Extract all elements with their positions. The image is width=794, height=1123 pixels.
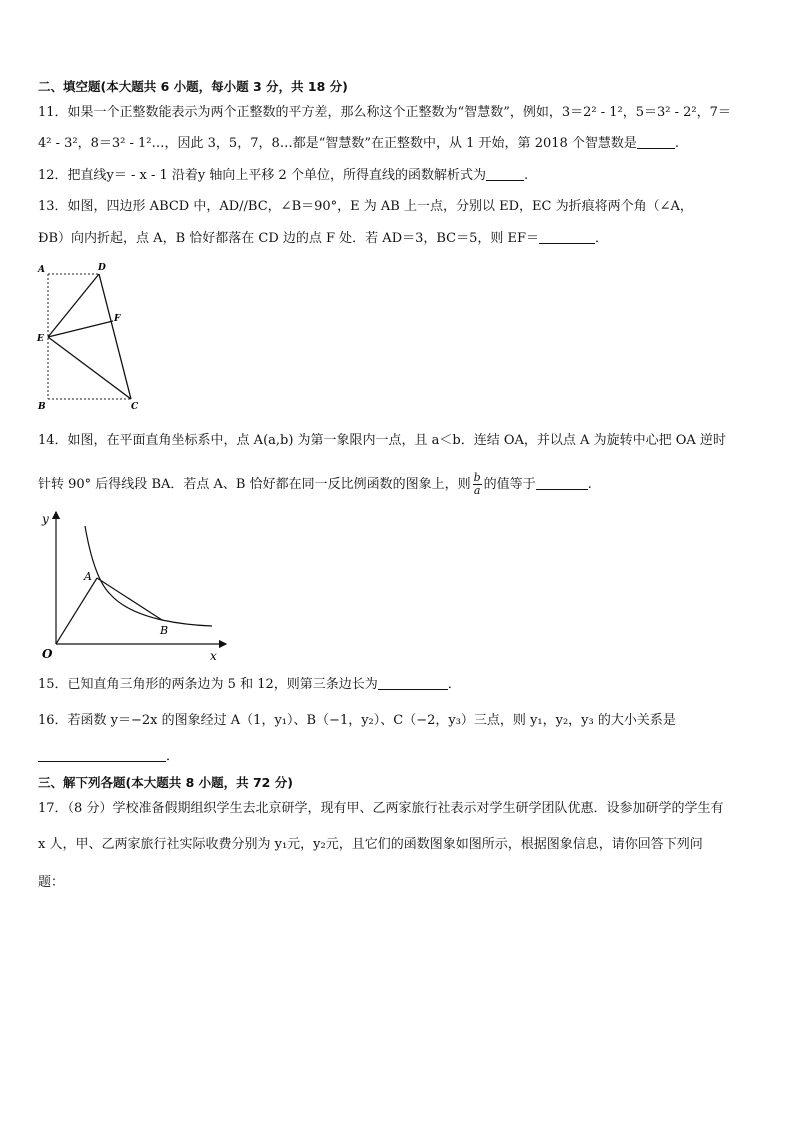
q13-answer-blank[interactable] bbox=[539, 230, 595, 244]
q13-segment-ec bbox=[48, 337, 131, 399]
q16-line2 bbox=[38, 748, 179, 766]
q11-line2-end: . bbox=[674, 136, 680, 151]
q13-label-c: C bbox=[131, 402, 139, 412]
q12-answer-blank[interactable] bbox=[486, 167, 524, 181]
q13-label-b: B bbox=[38, 402, 46, 412]
q11-line1: 11．如果一个正整数能表示为两个正整数的平方差，那么称这个正整数为“智慧数”，例如，3＝2² - 1²，5＝3² - 2²，7＝ bbox=[38, 105, 731, 120]
q14-line2-end: . bbox=[587, 477, 592, 492]
q14-segment-ab bbox=[97, 578, 162, 620]
q11-answer-blank[interactable] bbox=[637, 135, 675, 149]
q13-label-e: E bbox=[37, 334, 44, 344]
q14-line2-post: 的值等于 bbox=[483, 477, 536, 492]
q13-segment-dc bbox=[99, 274, 131, 399]
q14-answer-blank[interactable] bbox=[536, 476, 588, 490]
q16-line2-end: ． bbox=[166, 749, 180, 764]
q12-end: . bbox=[523, 168, 529, 183]
q13-label-d: D bbox=[98, 263, 106, 273]
q14-label-b: B bbox=[160, 624, 169, 637]
q14-label-y: y bbox=[42, 512, 49, 526]
section2-heading: 二、填空题(本大题共 6 小题，每小题 3 分，共 18 分) bbox=[38, 79, 348, 94]
q11-line2 bbox=[38, 135, 679, 153]
q14-line2-pre: 针转 90° 后得线段 BA．若点 A、B 恰好都在同一反比例函数的图象上，则 bbox=[38, 477, 471, 492]
q14-line2 bbox=[38, 472, 592, 497]
q13-line1: 13．如图，四边形 ABCD 中，AD//BC，∠B＝90°，E 为 AB 上一点，分别以 ED，EC 为折痕将两个角（∠A， bbox=[38, 199, 693, 214]
q14-label-o: O bbox=[42, 647, 53, 661]
q15-answer-blank[interactable] bbox=[378, 676, 448, 690]
q13-figure bbox=[32, 258, 152, 418]
q14-fraction-denominator: a bbox=[473, 484, 481, 497]
q16-answer-blank[interactable] bbox=[38, 748, 166, 762]
q15-end: ． bbox=[447, 677, 461, 692]
q14-label-a: A bbox=[84, 570, 92, 583]
q14-fraction-numerator: b bbox=[473, 471, 481, 484]
q13-segment-ef bbox=[48, 321, 113, 337]
q12-text: 12．把直线y＝ - x - 1 沿着y 轴向上平移 2 个单位，所得直线的函数解析式为 bbox=[38, 168, 486, 183]
q13-line2-text: ÐB）向内折起，点 A，B 恰好都落在 CD 边的点 F 处．若 AD＝3，BC＝5，则 EF＝ bbox=[38, 231, 540, 246]
q13-label-f: F bbox=[114, 314, 121, 324]
section3-heading: 三、解下列各题(本大题共 8 小题，共 72 分) bbox=[38, 775, 293, 790]
q13-line2 bbox=[38, 230, 608, 248]
q14-fraction bbox=[473, 472, 482, 497]
q11-line2-text: 4² - 3²，8＝3² - 1²…，因此 3，5，7，8…都是“智慧数”在正整数中，从 1 开始，第 2018 个智慧数是 bbox=[38, 136, 637, 151]
q17-line1: 17．（8 分）学校准备假期组织学生去北京研学，现有甲、乙两家旅行社表示对学生研学团队优惠．设参加研学的学生有 bbox=[38, 801, 724, 816]
q15-line bbox=[38, 676, 461, 694]
q15-text: 15．已知直角三角形的两条边为 5 和 12，则第三条边长为 bbox=[38, 677, 378, 692]
q14-segment-oa bbox=[56, 578, 97, 644]
q17-line3: 题： bbox=[38, 875, 65, 890]
q14-line1: 14．如图，在平面直角坐标系中，点 A(a,b) 为第一象限内一点，且 a＜b．连结 OA，并以点 A 为旋转中心把 OA 逆时 bbox=[38, 433, 726, 448]
q14-figure bbox=[30, 506, 240, 666]
q12-line bbox=[38, 167, 528, 185]
q13-segment-ed bbox=[48, 274, 99, 337]
q13-label-a: A bbox=[38, 265, 45, 275]
q16-line1: 16．若函数 y＝−2x 的图象经过 A（1，y₁）、B（−1，y₂）、C（−2，y₃）三点，则 y₁，y₂，y₃ 的大小关系是 bbox=[38, 713, 676, 728]
q14-label-x: x bbox=[210, 649, 217, 663]
q17-line2: x 人，甲、乙两家旅行社实际收费分别为 y₁元，y₂元，且它们的函数图象如图所示，根据图象信息，请你回答下列问 bbox=[38, 837, 703, 852]
q13-line2-end: ． bbox=[595, 231, 609, 246]
